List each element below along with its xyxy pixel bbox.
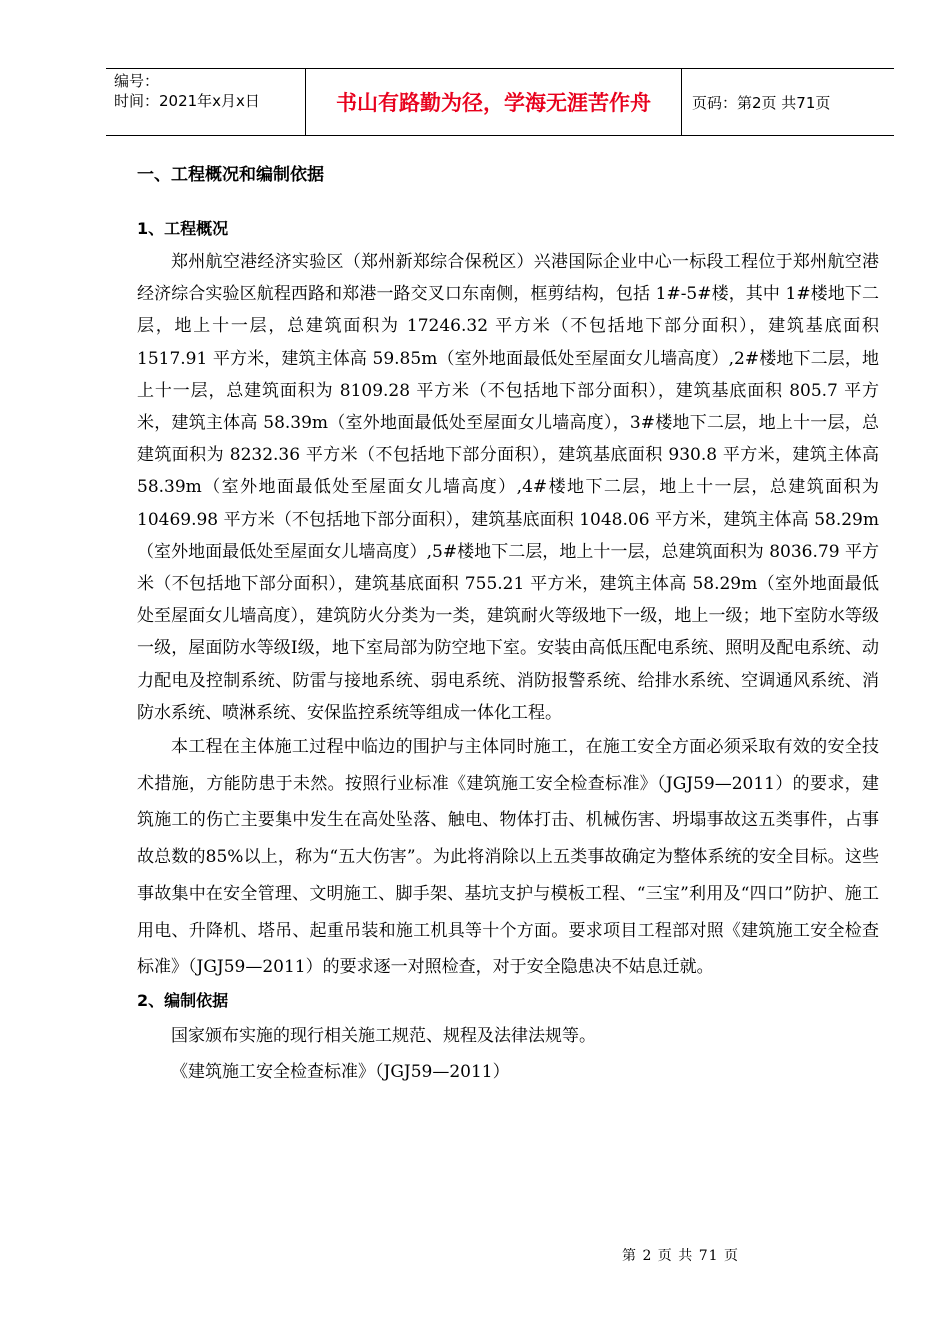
- header-page-label: 页码：第2页 共71页: [692, 93, 831, 112]
- header-meta-cell: [106, 69, 306, 135]
- section-title: 一、工程概况和编制依据: [137, 165, 324, 185]
- overview-paragraph: 郑州航空港经济实验区（郑州新郑综合保税区）兴港国际企业中心一标段工程位于郑州航空港经济综合实验区航程西路和郑港一路交叉口东南侧，框剪结构，包括 1#-5#楼，其中 1#楼地下二层，地上十一层，总建筑面积为 17246.32 平方米（不包括地下部分面积），建筑基底面积 1517.91 平方米，建筑主体高 59.85m（室外地面最低处至屋面女儿墙高度）,2#楼地下二层，地上十一层，总建筑面积为 8109.28 平方米（不包括地下部分面积），建筑基底面积 805.7 平方米，建筑主体高 58.39m（室外地面最低处至屋面女儿墙高度），3#楼地下二层，地上十一层，总建筑面积为 8232.36 平方米（不包括地下部分面积），建筑基底面积 930.8 平方米，建筑主体高 58.39m（室外地面最低处至屋面女儿墙高度）,4#楼地下二层，地上十一层，总建筑面积为 10469.98 平方米（不包括地下部分面积），建筑基底面积 1048.06 平方米，建筑主体高 58.29m（室外地面最低处至屋面女儿墙高度）,5#楼地下二层，地上十一层，总建筑面积为 8036.79 平方米（不包括地下部分面积），建筑基底面积 755.21 平方米，建筑主体高 58.29m（室外地面最低处至屋面女儿墙高度），建筑防火分类为一类，建筑耐火等级地下一级，地上一级；地下室防水等级一级，屋面防水等级Ⅰ级，地下室局部为防空地下室。安装由高低压配电系统、照明及配电系统、动力配电及控制系统、防雷与接地系统、弱电系统、消防报警系统、给排水系统、空调通风系统、消防水系统、喷淋系统、安保监控系统等组成一体化工程。: [137, 252, 879, 723]
- safety-paragraph: 本工程在主体施工过程中临边的围护与主体同时施工，在施工安全方面必须采取有效的安全技术措施，方能防患于未然。按照行业标准《建筑施工安全检查标准》（JGJ59—2011）的要求，建筑施工的伤亡主要集中发生在高处坠落、触电、物体打击、机械伤害、坍塌事故这五类事件，占事故总数的85%以上，称为“五大伤害”。为此将消除以上五类事故确定为整体系统的安全目标。这些事故集中在安全管理、文明施工、脚手架、基坑支护与模板工程、“三宝”利用及“四口”防护、施工用电、升降机、塔吊、起重吊装和施工机具等十个方面。要求项目工程部对照《建筑施工安全检查标准》（JGJ59—2011）的要求逐一对照检查，对于安全隐患决不姑息迁就。: [137, 737, 879, 978]
- subsection-title-basis: 2、编制依据: [137, 990, 229, 1010]
- document-header: [106, 68, 894, 136]
- basis-line-2: 《建筑施工安全检查标准》（JGJ59—2011）: [171, 1061, 510, 1082]
- page-footer: 第 2 页 共 71 页: [622, 1248, 739, 1264]
- subsection-title-overview: 1、工程概况: [137, 219, 229, 238]
- number-label: 编号：: [114, 72, 160, 90]
- header-motto: 书山有路勤为径，学海无涯苦作舟: [306, 69, 682, 135]
- basis-line-1: 国家颁布实施的现行相关施工规范、规程及法律法规等。: [171, 1025, 596, 1046]
- time-label: 时间：2021年x月x日: [114, 92, 260, 110]
- document-body: [137, 150, 879, 1090]
